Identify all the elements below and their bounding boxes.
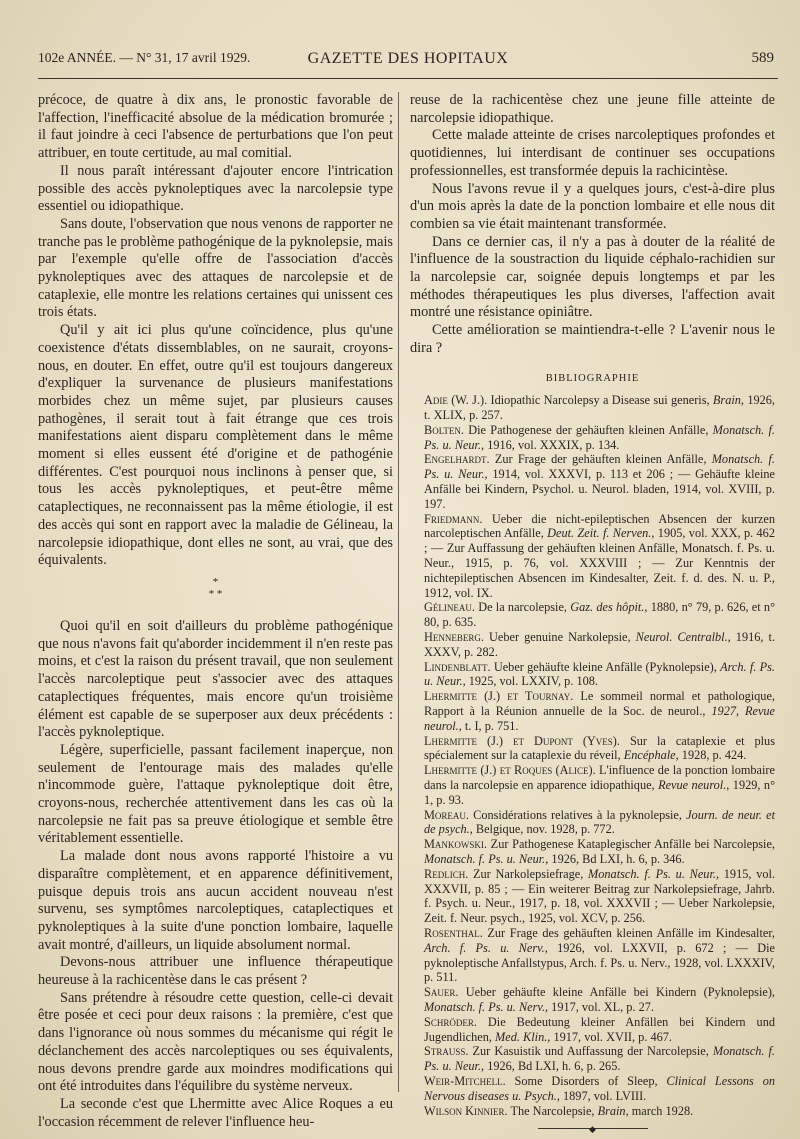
- reference-author: Bolten.: [424, 422, 464, 437]
- bibliography-entry: [410, 1015, 775, 1045]
- reference-author: Mankowski.: [424, 837, 488, 852]
- paragraph: Sans doute, l'observation que nous venons de rapporter ne tranche pas le problème pathogénique de la pyknolepsie, mais par l'exemple qu'elle offre de l'association d'accès pyknoleptiques avec des attaques de narcolepsie et de cataplexie, elle montre les relations certaines qui unissent ces trois états.: [38, 215, 393, 321]
- reference-details: 1916, vol. XXXIX, p. 134.: [484, 437, 620, 452]
- reference-title: Ueber gehäufte kleine Anfälle bei Kindern (Pyknolepsie),: [458, 985, 775, 1000]
- reference-journal: Deut. Zeit. f. Nerven.,: [547, 526, 655, 541]
- bibliography-entry: [410, 1104, 775, 1119]
- bibliography-list: [410, 393, 775, 1118]
- bibliography-entry: [410, 660, 775, 690]
- bibliography-heading: BIBLIOGRAPHIE: [545, 372, 640, 384]
- bibliography-entry: [410, 808, 775, 838]
- reference-details: 1929, n° 1, p. 93.: [424, 777, 775, 807]
- paragraph: Dans ce dernier cas, il n'y a pas à douter de la réalité de l'influence de la soustraction du liquide céphalo-rachidien sur la narcolepsie car, soignée depuis longtemps et par les méthodes thérapeutiques les plus diverses, l'affection avait montré une résistance opiniâtre.: [410, 233, 775, 321]
- reference-title: De la narcolepsie,: [474, 600, 571, 615]
- reference-journal: Monatsch. f. Ps. u. Neur.,: [588, 866, 720, 881]
- reference-journal: Journ. de neur. et de psych.,: [424, 807, 775, 837]
- reference-title: Considérations relatives à la pyknolepsie,: [469, 807, 687, 822]
- reference-details: 1917, vol. XL, p. 27.: [548, 999, 654, 1014]
- bibliography-entry: [410, 985, 775, 1015]
- reference-title: Die Pathogenese der gehäuften kleinen Anfälle,: [463, 422, 713, 437]
- reference-author: Lhermitte (J.) et Roques (Alice).: [424, 763, 596, 778]
- paragraph: Légère, superficielle, passant facilement inaperçue, non seulement de l'entourage mais des malades qu'elle n'incommode guère, l'attaque pyknoleptique doit être, croyons-nous, recherchée attentivement dans les cas où la narcolepsie ne fait pas sa preuve étiologique et semble être véritablement essentielle.: [38, 741, 393, 847]
- reference-author: Lhermitte (J.) et Dupont (Yves).: [424, 733, 620, 748]
- reference-journal: Monatsch. f. Ps. u. Neur.,: [424, 452, 775, 482]
- reference-author: Schröder.: [424, 1014, 477, 1029]
- reference-journal: Gaz. des hôpit.,: [570, 600, 648, 615]
- reference-title: Idiopathic Narcolepsy a Disease sui generis,: [487, 393, 713, 408]
- reference-details: 1926, t. XLIX, p. 257.: [424, 393, 775, 423]
- reference-title: Zur Pathogenese Kataplegischer Anfälle bei Narcolepsie,: [487, 837, 775, 852]
- journal-title: GAZETTE DES HOPITAUX: [307, 50, 509, 67]
- reference-author: Gélineau.: [424, 600, 475, 615]
- reference-author: Lindenblatt.: [424, 659, 491, 674]
- reference-title: Ueber die nicht-epileptischen Absencen der kurzen narcoleptischen Anfälle,: [424, 511, 775, 541]
- reference-details: 1914, vol. XXXVI, p. 113 et 206 ; — Gehäufte kleine Anfälle bei Kindern, Psychol. u. Neurol. bladen, 1914, vol. XVIII, p. 197.: [424, 467, 775, 511]
- reference-journal: Neurol. Centralbl.,: [635, 630, 731, 644]
- paragraph: Nous l'avons revue il y a quelques jours, c'est-à-dire plus d'un mois après la date de la ponction lombaire et elle nous dit combien sa vie était maintenant transformée.: [410, 180, 775, 232]
- reference-author: Rosenthal.: [424, 925, 483, 940]
- reference-journal: Brain,: [712, 393, 744, 408]
- bibliography-entry: [410, 423, 775, 453]
- reference-author: Weir-Mitchell.: [424, 1073, 506, 1088]
- bibliography-entry: [410, 734, 775, 764]
- reference-details: 1925, vol. LXXIV, p. 108.: [465, 674, 598, 689]
- reference-details: march 1928.: [628, 1103, 694, 1118]
- header-rule: [38, 78, 778, 79]
- reference-details: 1916, t. XXXV, p. 282.: [424, 630, 776, 659]
- reference-title: Zur Kasuistik und Auffassung der Narcolepsie,: [468, 1044, 713, 1059]
- reference-details: 1915, vol. XXXVII, p. 85 ; — Ein weiterer Beitrag zur Narkolepsiefrage, Jahrb. f. Psych. u. Neur., 1917, p. 18, vol. XXXVII ; — Ueber Narkolepsie, Zeit. f. Neur. psych., 1925, vol. XCV, p. 256.: [424, 866, 775, 926]
- reference-title: Zur Narkolepsiefrage,: [468, 866, 589, 881]
- reference-author: Wilson Kinnier.: [424, 1103, 508, 1118]
- paragraph: Qu'il y ait ici plus qu'une coïncidence, plus qu'une coexistence d'états dissemblables, on ne saurait, croyons-nous, en douter. En effet, outre qu'il est toujours dangereux d'expliquer la survenance de plusieurs manifestations morbides chez un même sujet, par plusieurs causes pathogènes, il serait tout à fait étrange que ces trois manifestations aient disparu complètement dans le même moment si elles eussent été d'origine et de pathogénie différentes. C'est pourquoi nous inclinons à penser que, si tous les accès pyknoleptiques, et peut-être même cataplectiques, ne reconnaissent pas la même étiologie, il est des accès qui sont en rapport avec la maladie de Gélineau, la narcolepsie idiopathique, dont elles ne sont, au vrai, que des équivalents.: [38, 322, 393, 569]
- reference-author: Moreau.: [424, 807, 470, 822]
- reference-title: Some Disorders of Sleep,: [505, 1073, 667, 1088]
- column-divider: [398, 92, 399, 1092]
- reference-author: Friedmann.: [424, 511, 483, 526]
- paragraph: Cette amélioration se maintiendra-t-elle ? L'avenir nous le dira ?: [410, 322, 775, 356]
- reference-author: Redlich.: [424, 866, 469, 881]
- bibliography-entry: [410, 452, 775, 511]
- bibliography-entry: [410, 689, 775, 733]
- reference-author: Strauss.: [424, 1044, 469, 1059]
- bibliography-entry: [410, 763, 775, 807]
- paragraph: Quoi qu'il en soit d'ailleurs du problème pathogénique que nous n'avons fait qu'aborder incidemment il n'en reste pas moins, et c'est la raison du présent travail, que non seulement l'accès narcoleptique peut s'associer avec des attaques cataplectiques fréquentes, mais encore qu'un troisième élément est capable de se superposer aux deux précédents : l'accès pyknoleptique.: [38, 617, 393, 741]
- bibliography-entry: [410, 926, 775, 985]
- reference-author: Sauer.: [424, 985, 459, 1000]
- reference-title: Die Bedeutung kleiner Anfällen bei Kindern und Jugendlichen,: [424, 1014, 775, 1044]
- reference-journal: Monatsch. f. Ps. u. Neur.,: [424, 851, 549, 866]
- reference-journal: 1927, Revue neurol.,: [424, 703, 776, 733]
- paragraph: La malade dont nous avons rapporté l'histoire a vu disparaître complètement, et en apparence définitivement, puisque depuis trois ans aucun accident nouveau n'est survenu, ses symptômes narcoleptiques, cataplectiques et pyknoleptiques à la suite d'une ponction lombaire, laquelle avait montré, d'ailleurs, un liquide absolument normal.: [38, 848, 393, 953]
- reference-title: Zur Frage der gehäuften kleinen Anfälle,: [489, 452, 712, 467]
- reference-title: The Narcolepsie,: [507, 1103, 598, 1118]
- reference-details: 1897, vol. LVIII.: [559, 1088, 647, 1103]
- reference-details: 1928, p. 424.: [678, 748, 747, 763]
- paragraph: Il nous paraît intéressant d'ajouter encore l'intrication possible des accès pyknoleptiques avec la narcolepsie type essentiel ou idiopathique.: [38, 162, 393, 215]
- reference-journal: Monatsch. f. Ps. u. Neur.,: [424, 422, 775, 452]
- reference-journal: Brain,: [597, 1103, 629, 1118]
- reference-journal: Arch. f. Ps. u. Neur.,: [424, 659, 775, 689]
- bibliography-entry: [410, 512, 775, 601]
- left-column: [38, 92, 393, 1131]
- end-ornament: [538, 1128, 648, 1129]
- paragraph: La seconde c'est que Lhermitte avec Alice Roques a eu l'occasion récemment de relever l'influence heu-: [38, 1095, 393, 1130]
- section-separator: * * *: [208, 575, 223, 600]
- reference-author: Henneberg.: [424, 630, 484, 644]
- reference-title: Sur la cataplexie et plus spécialement sur la cataplexie du réveil,: [424, 733, 775, 763]
- reference-details: Belgique, nov. 1928, p. 772.: [472, 822, 615, 837]
- paragraph: Cette malade atteinte de crises narcoleptiques profondes et quotidiennes, lui interdisant de continuer ses occupations professionnelles, est transformée depuis la rachicintèse.: [410, 127, 775, 179]
- page-header: [38, 48, 778, 72]
- reference-journal: Clinical Lessons on Nervous diseases u. Psych.,: [424, 1073, 775, 1103]
- reference-journal: Monatsch. f. Ps. u. Neur.,: [424, 1044, 776, 1074]
- reference-author: Engelhardt.: [424, 452, 490, 467]
- reference-title: Ueber gehäufte kleine Anfälle (Pyknolepsie),: [490, 659, 721, 674]
- bibliography-entry: [410, 393, 775, 423]
- reference-details: t. I, p. 751.: [461, 718, 519, 733]
- reference-journal: Revue neurol.,: [658, 777, 730, 792]
- reference-details: 1926, vol. LXXVII, p. 672 ; — Die pyknoleptische Anfallstypus, Arch. f. Ps. u. Nerv., 1928, vol. LXXXIV, p. 511.: [424, 940, 775, 985]
- right-column: [410, 92, 775, 1129]
- issue-info: 102e ANNÉE. — N° 31, 17 avril 1929.: [38, 50, 251, 65]
- bibliography-entry: [410, 837, 775, 867]
- reference-journal: Encéphale,: [623, 748, 679, 763]
- reference-details: 1880, n° 79, p. 626, et n° 80, p. 635.: [424, 600, 775, 630]
- reference-title: Ueber genuine Narkolepsie,: [483, 630, 636, 644]
- paragraph: Devons-nous attribuer une influence thérapeutique heureuse à la rachicentèse dans le cas présent ?: [38, 954, 393, 989]
- bibliography-entry: [410, 867, 775, 926]
- reference-author: Lhermitte (J.) et Tournay.: [424, 689, 574, 704]
- page-number: 589: [751, 50, 774, 66]
- reference-author: Adie (W. J.).: [424, 393, 488, 408]
- reference-title: Le sommeil normal et pathologique, Rapport à la Réunion annuelle de la Soc. de neurol.,: [424, 689, 775, 718]
- reference-journal: Med. Klin.,: [495, 1029, 551, 1044]
- bibliography-entry: [410, 1074, 775, 1104]
- reference-details: 1917, vol. XVII, p. 467.: [550, 1029, 672, 1044]
- reference-details: 1905, vol. XXX, p. 462 ; — Zur Auffassung der gehäuften kleinen Anfälle, Monatsch. f. Ps. u. Neur., 1915, p. 76, vol. XXXVIII ; — Zur Kenntnis der nichtepileptischen Absencen im Kindesalter, Zeit. f. d. des. N. u. P., 1912, vol. IX.: [424, 526, 775, 600]
- reference-details: 1926, Bd LXI, h. 6, p. 265.: [484, 1059, 621, 1074]
- bibliography-entry: [410, 600, 775, 630]
- reference-title: L'influence de la ponction lombaire dans la narcolepsie en apparence idiopathique,: [424, 763, 775, 792]
- reference-title: Zur Frage des gehäuften kleinen Anfälle im Kindesalter,: [482, 925, 775, 940]
- paragraph: Sans prétendre à résoudre cette question, celle-ci devait être posée et ceci pour deux raisons : la première, c'est que dans l'ignorance où nous sommes du mécanisme qui régit le déclanchement des accès narcoleptiques ou ses équivalents, nous devons prendre garde aux moindres modifications qui ont été introduites dans l'équilibre du système nerveux.: [38, 989, 393, 1095]
- bibliography-entry: [410, 1044, 775, 1074]
- bibliography-entry: [410, 630, 775, 660]
- reference-journal: Arch. f. Ps. u. Nerv.,: [424, 940, 548, 955]
- paragraph: reuse de la rachicentèse chez une jeune fille atteinte de narcolepsie idiopathique.: [410, 92, 775, 126]
- reference-details: 1926, Bd LXI, h. 6, p. 346.: [548, 851, 685, 866]
- reference-journal: Monatsch. f. Ps. u. Nerv.,: [424, 999, 549, 1014]
- paragraph: précoce, de quatre à dix ans, le pronostic favorable de l'affection, l'inefficacité absolue de la médication bromurée ; il faut joindre à ceci l'absence de perturbations que l'on peut attribuer, en toute certitude, au mal comitial.: [38, 92, 393, 162]
